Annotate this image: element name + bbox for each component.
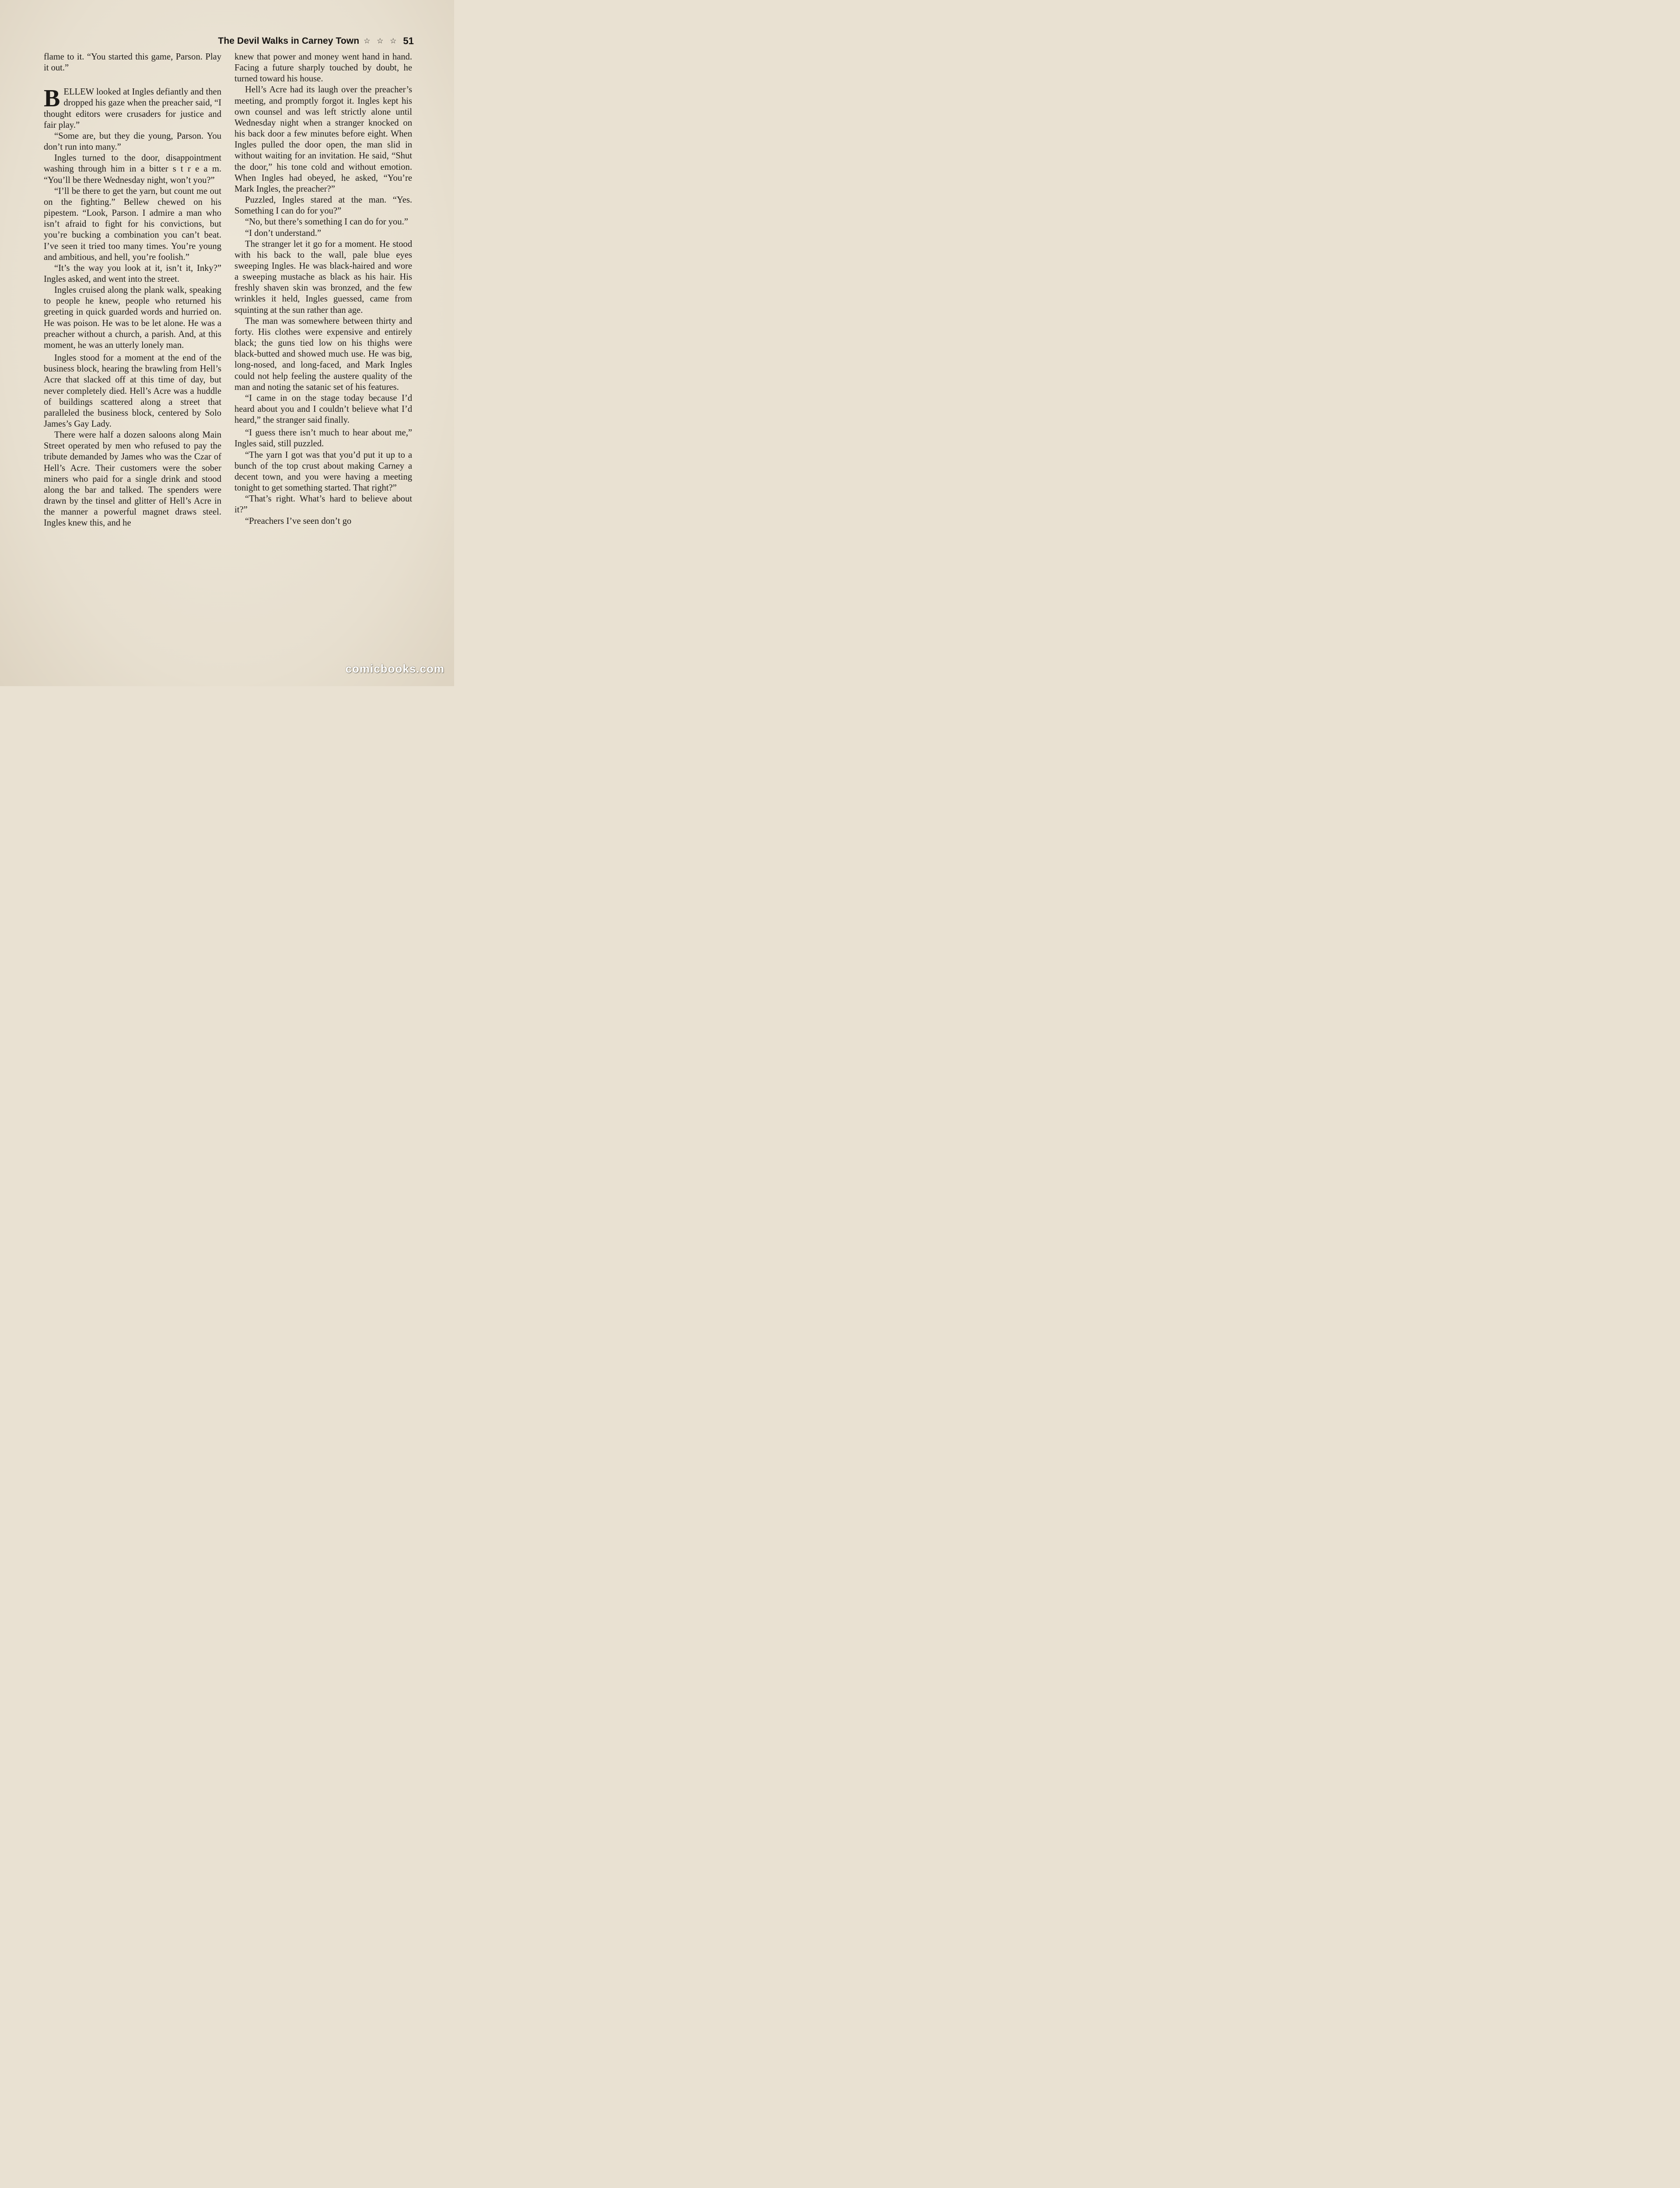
paragraph: “Preachers I’ve seen don’t go <box>245 516 352 526</box>
watermark: comicbooks.com <box>345 662 444 675</box>
paragraph: “That’s right. What’s hard to believe about it?” <box>234 494 412 515</box>
paragraph: “The yarn I got was that you’d put it up to a bunch of the top crust about making Carney a decent town, and you were having a meeting tonight to get something started. That right?” <box>234 450 412 493</box>
paragraph-dropcap <box>44 87 221 131</box>
paragraph: “I’ll be there to get the yarn, but count me out on the fighting.” Bellew chewed on his pipestem. “Look, Parson. I admire a man who isn’t afraid to fight for his convictions, but you’re bucking a combination you can’t beat. I’ve seen it tried too many times. You’re young and ambitious, and hell, you’re foolish.” <box>44 186 221 262</box>
paragraph: “Some are, but they die young, Parson. You don’t run into many.” <box>44 131 221 152</box>
running-head <box>218 35 414 47</box>
paragraph: Hell’s Acre had its laugh over the preacher’s meeting, and promptly forgot it. Ingles kept his own counsel and was left strictly alone until Wednesday night when a stranger knocked on his back door a few minutes before eight. When Ingles pulled the door open, the man slid in without waiting for an invitation. He said, “Shut the door,” his tone cold and without emotion. When Ingles had obeyed, he asked, “You’re Mark Ingles, the preacher?” <box>234 85 412 194</box>
paragraph: “I came in on the stage today because I’d heard about you and I couldn’t believe what I’d heard,” the stranger said finally. <box>234 393 412 425</box>
paragraph: “No, but there’s something I can do for you.” <box>245 217 408 227</box>
paragraph: The man was somewhere between thirty and forty. His clothes were expensive and entirely black; the guns tied low on his thighs were black-butted and showed much use. He was big, long-nosed, and long-faced, and Mark Ingles could not help feeling the austere quality of the man and noting the satanic set of his features. <box>234 316 412 392</box>
paragraph: Ingles cruised along the plank walk, speaking to people he knew, people who returned his greeting in quick guarded words and hurried on. He was poison. He was to be let alone. He was a preacher without a church, a parish. And, at this moment, he was an utterly lonely man. <box>44 285 221 350</box>
paragraph: Ingles stood for a moment at the end of the business block, hearing the brawling from Hell’s Acre that slacked off at this time of day, but never completely died. Hell’s Acre was a huddle of buildings scattered along a street that paralleled the business block, centered by Solo James’s Gay Lady. <box>44 353 221 429</box>
book-page <box>0 0 454 686</box>
paragraph: The stranger let it go for a moment. He stood with his back to the wall, pale blue eyes sweeping Ingles. He was black-haired and wore a sweeping mustache as black as his hair. His freshly shaven skin was bronzed, and the few wrinkles it held, Ingles guessed, came from squinting at the sun rather than age. <box>234 239 412 315</box>
paragraph: “I don’t understand.” <box>245 228 322 238</box>
running-head-title: The Devil Walks in Carney Town <box>218 36 360 46</box>
star-ornaments: ☆ ☆ ☆ <box>364 37 399 45</box>
paragraph: There were half a dozen saloons along Main Street operated by men who refused to pay the tribute demanded by James who was the Czar of Hell’s Acre. Their customers were the sober miners who paid for a single drink and stood along the bar and talked. The spenders were drawn by the tinsel and glitter of Hell’s Acre in the manner a powerful magnet draws steel. Ingles knew this, and he <box>44 430 221 528</box>
page-number: 51 <box>403 35 414 46</box>
right-column <box>234 52 412 527</box>
left-column <box>44 52 221 529</box>
paragraph-text: ELLEW looked at Ingles defiantly and then dropped his gaze when the preacher said, “I thought editors were crusaders for justice and fair play.” <box>44 87 221 130</box>
drop-cap: B <box>44 85 60 112</box>
paragraph: Puzzled, Ingles stared at the man. “Yes. Something I can do for you?” <box>234 195 412 216</box>
paragraph: “I guess there isn’t much to hear about me,” Ingles said, still puzzled. <box>234 428 412 449</box>
paragraph: knew that power and money went hand in hand. Facing a future sharply touched by doubt, he turned toward his house. <box>234 52 412 84</box>
paragraph: flame to it. “You started this game, Parson. Play it out.” <box>44 52 221 73</box>
paragraph: Ingles turned to the door, disappointment washing through him in a bitter s t r e a m. “You’ll be there Wednesday night, won’t you?” <box>44 153 221 185</box>
paragraph: “It’s the way you look at it, isn’t it, Inky?” Ingles asked, and went into the street. <box>44 263 221 284</box>
